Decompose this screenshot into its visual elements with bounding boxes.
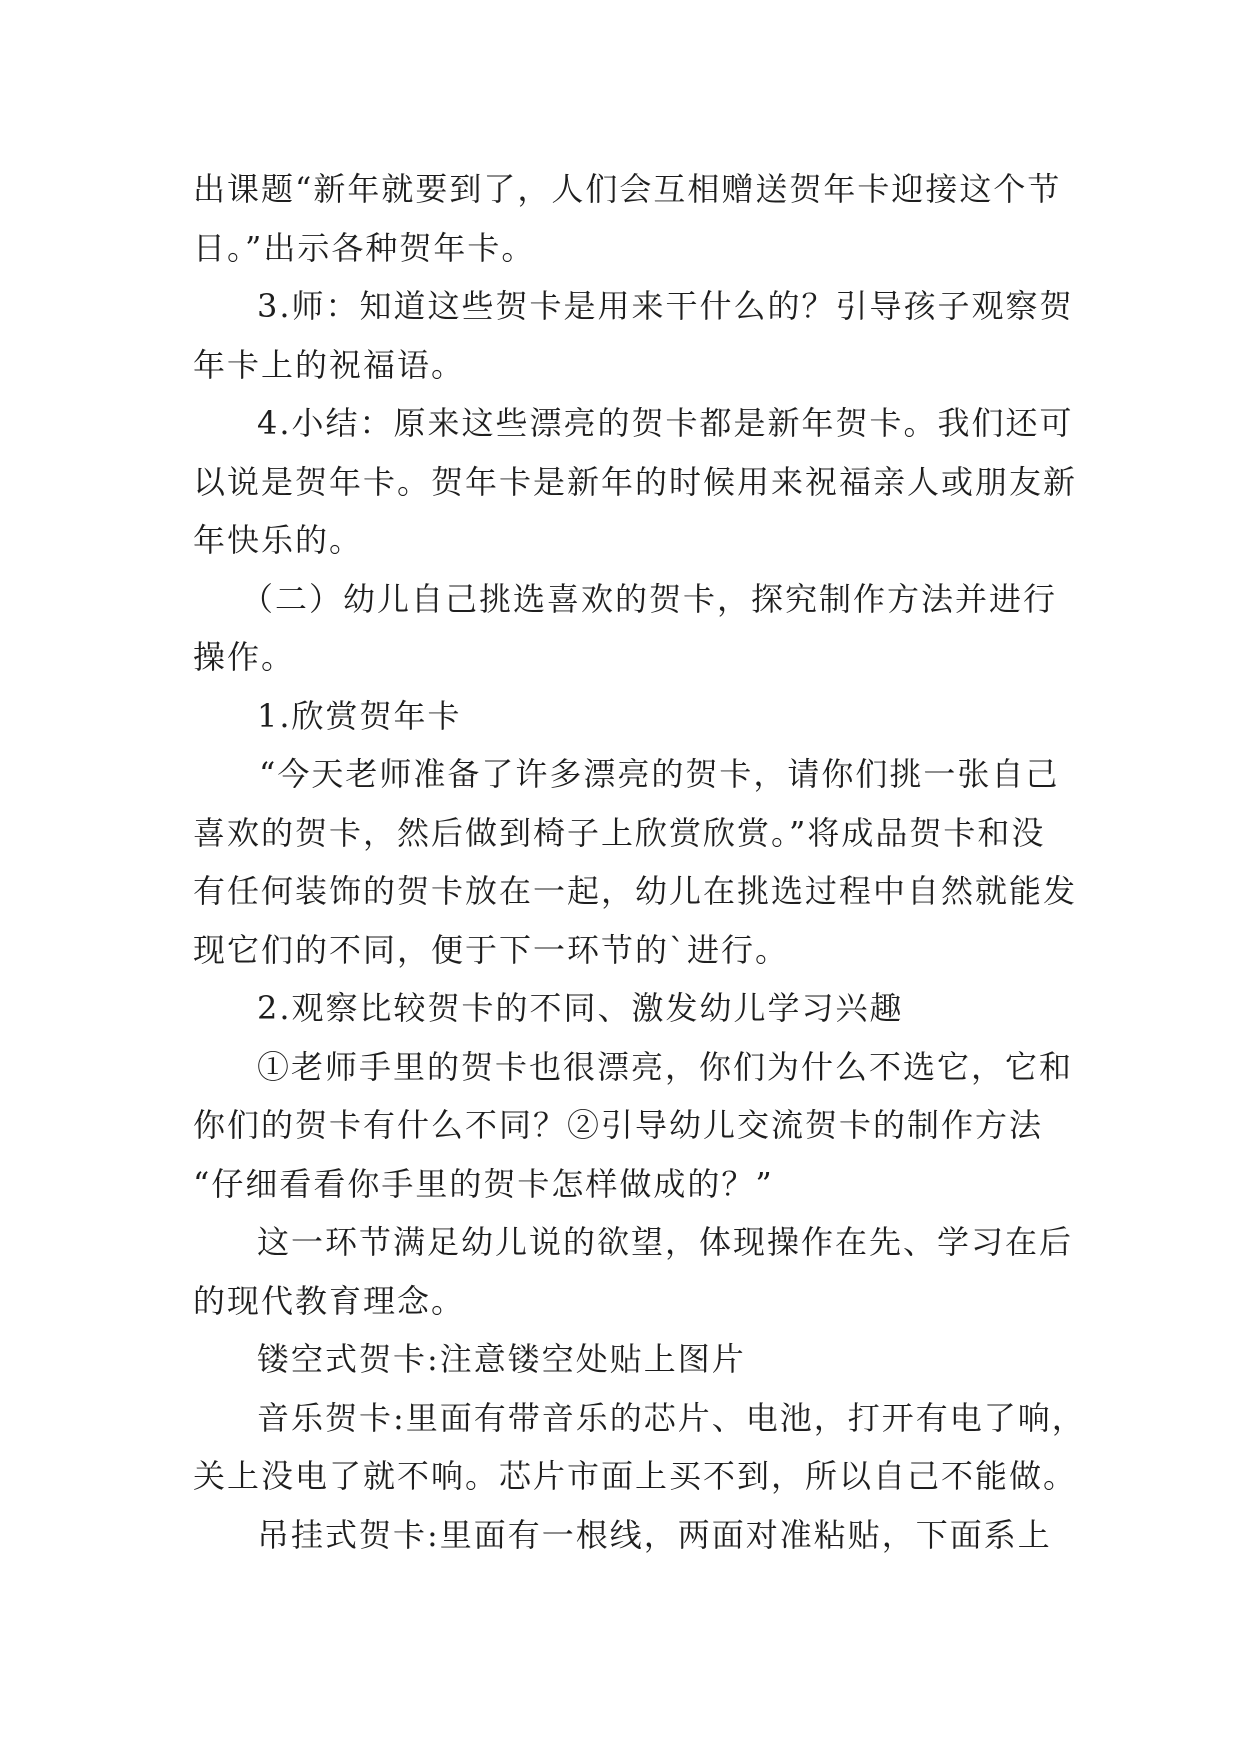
document-body [193, 160, 1086, 1564]
text-line: “仔细看看你手里的贺卡怎样做成的？” [193, 1164, 774, 1203]
text-line: 3.师：知道这些贺卡是用来干什么的？引导孩子观察贺 [257, 287, 1074, 325]
text-line: 的现代教育理念。 [193, 1281, 466, 1320]
text-line: “今天老师准备了许多漂亮的贺卡，请你们挑一张自己 [259, 755, 1060, 793]
subheading: 1.欣赏贺年卡 [257, 696, 462, 735]
text-line: 吊挂式贺卡:里面有一根线，两面对准粘贴，下面系上 [257, 1515, 1052, 1554]
text-line: 年卡上的祝福语。 [193, 345, 466, 384]
text-line: 现它们的不同，便于下一环节的`进行。 [193, 930, 790, 969]
text-line: 关上没电了就不响。芯片市面上买不到，所以自己不能做。 [193, 1457, 1078, 1495]
text-line: 这一环节满足幼儿说的欲望，体现操作在先、学习在后 [257, 1223, 1074, 1261]
text-line: 4.小结：原来这些漂亮的贺卡都是新年贺卡。我们还可 [257, 404, 1074, 442]
text-line: 年快乐的。 [193, 521, 364, 559]
text-line: 以说是贺年卡。贺年卡是新年的时候用来祝福亲人或朋友新 [193, 462, 1078, 501]
text-line: 操作。 [193, 638, 296, 676]
text-line: 镂空式贺卡:注意镂空处贴上图片 [257, 1340, 746, 1378]
text-line: 音乐贺卡:里面有带音乐的芯片、电池，打开有电了响， [257, 1398, 1086, 1437]
text-line: 出课题“新年就要到了，人们会互相赠送贺年卡迎接这个节 [193, 170, 1062, 208]
text-line: ①老师手里的贺卡也很漂亮，你们为什么不选它，它和 [257, 1047, 1074, 1086]
text-line: 你们的贺卡有什么不同？②引导幼儿交流贺卡的制作方法 [193, 1106, 1044, 1144]
subheading: 2.观察比较贺卡的不同、激发幼儿学习兴趣 [257, 989, 904, 1027]
text-line: 日。”出示各种贺年卡。 [193, 228, 536, 267]
text-line: 喜欢的贺卡，然后做到椅子上欣赏欣赏。”将成品贺卡和没 [193, 813, 1046, 852]
text-line: 有任何装饰的贺卡放在一起，幼儿在挑选过程中自然就能发 [193, 872, 1078, 910]
section-heading: （二）幼儿自己挑选喜欢的贺卡，探究制作方法并进行 [241, 579, 1058, 618]
